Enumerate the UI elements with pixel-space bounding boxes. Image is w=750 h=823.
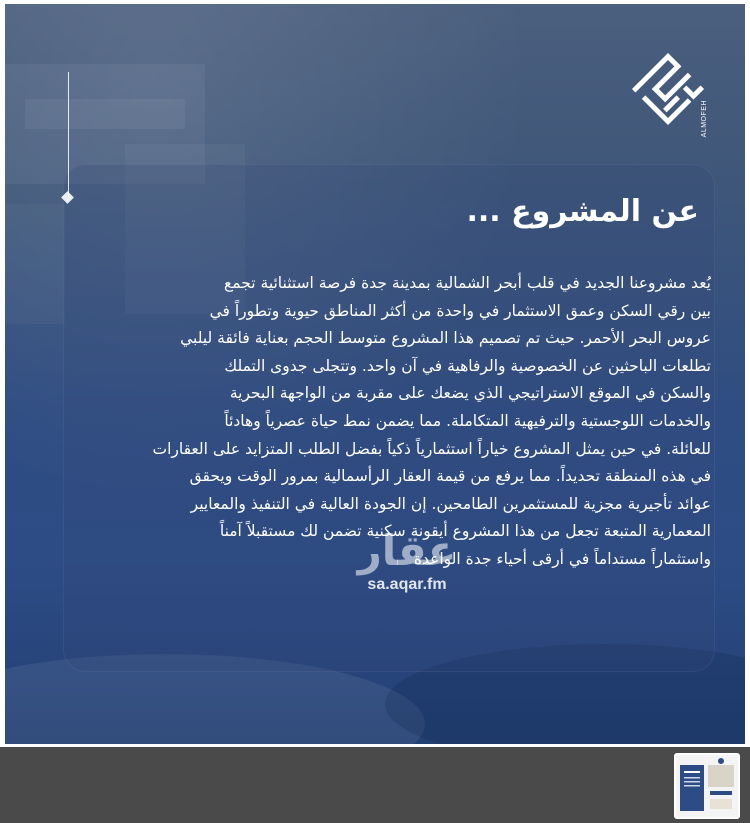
description-line: عروس البحر الأحمر. حيث تم تصميم هذا المشروع متوسط الحجم بعناية فائقة ليلبي — [180, 329, 711, 348]
description-line: والخدمات اللوجستية والترفيهية المتكاملة. مما يضمن نمط حياة عصرياً وهادئاً — [224, 411, 711, 430]
description-line: واستثماراً مستداماً في أرقى أحياء جدة الواعدة — [413, 549, 711, 568]
project-poster-image — [5, 4, 745, 744]
description-line: عوائد تأجيرية مجزية للمستثمرين الطامحين. إن الجودة العالية في التنفيذ والمعايير — [190, 494, 711, 513]
description-line: تطلعات الباحثين عن الخصوصية والرفاهية في آن واحد. وتتجلى جدوى التملك — [224, 356, 711, 375]
watermark-logo-text: عقار — [357, 526, 457, 575]
poster-thumbnail-icon — [676, 755, 738, 817]
logo-caption: ALMOFEH — [701, 100, 708, 138]
section-title: عن المشروع ... — [466, 194, 699, 229]
description-line: والسكن في الموقع الاستراتيجي الذي يضعك على مقربة من الواجهة البحرية — [229, 384, 711, 403]
watermark-url: sa.aqar.fm — [367, 576, 447, 593]
description-line: للعائلة. في حين يمثل المشروع خياراً استثمارياً ذكياً بفضل الطلب المتزايد على العقارات — [152, 439, 711, 458]
description-line: بين رقي السكن وعمق الاستثمار في واحدة من أكثر المناطق حيوية وتطوراً في — [209, 301, 711, 320]
description-line: في هذه المنطقة تحديداً. مما يرفع من قيمة العقار الرأسمالية بمرور الوقت ويحقق — [189, 467, 711, 486]
aqar-watermark — [337, 526, 477, 594]
thumbnail-item[interactable] — [674, 753, 740, 819]
thumbnail-strip — [0, 747, 750, 823]
description-line: المعمارية المتبعة تجعل من هذا المشروع أيقونة سكنية تضمن لك مستقبلاً آمناً — [219, 522, 711, 541]
decorative-vertical-line — [68, 72, 69, 198]
description-line: يُعد مشروعنا الجديد في قلب أبحر الشمالية بمدينة جدة فرصة استثنائية تجمع — [224, 274, 711, 292]
calligraphy-logo-icon — [623, 44, 713, 134]
